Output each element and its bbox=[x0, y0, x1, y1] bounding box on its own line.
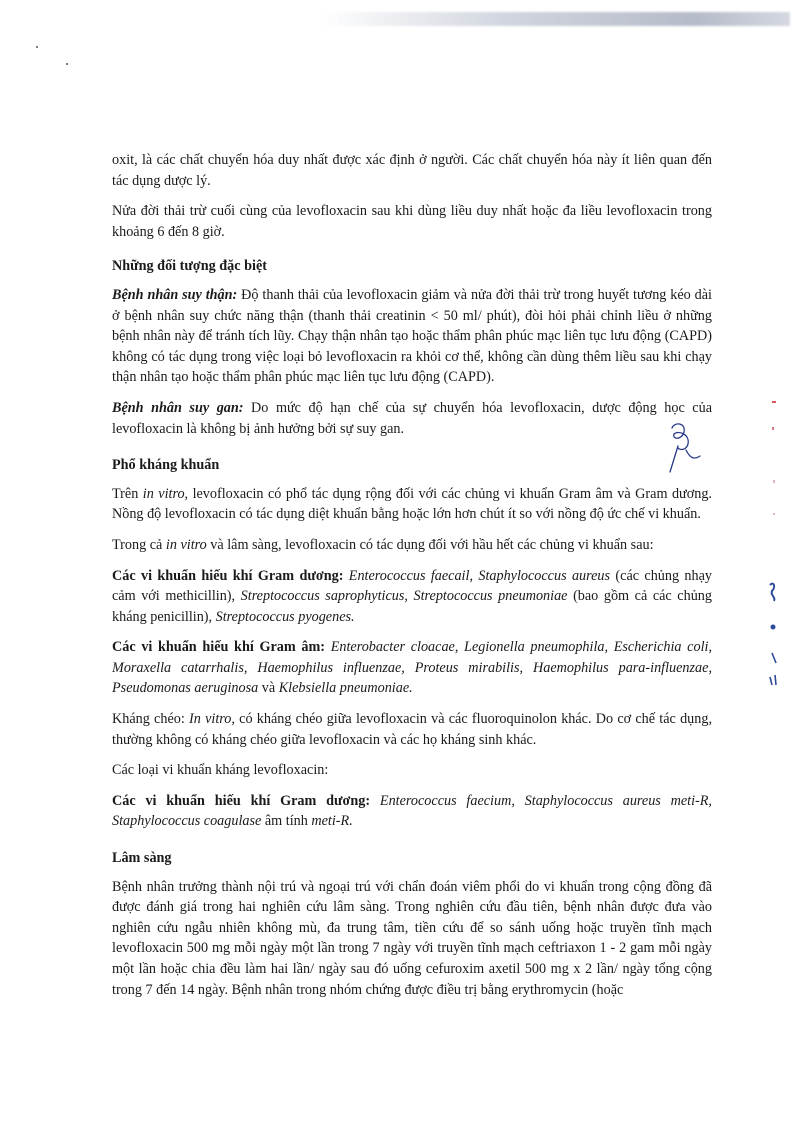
text-renal: Độ thanh thải của levofloxacin giảm và nửa đời thải trừ trong huyết tương kéo dài ở bệnh nhân suy chức năng thận (thanh thải creatinin < 50 ml/ phút), đòi hỏi phải chỉnh liều ở những bệnh nhân này để tránh tích lũy. Chạy thận nhân tạo hoặc thẩm phân phúc mạc liên tục lưu động (CAPD) không có tác dụng trong việc loại bỏ levofloxacin ra khỏi cơ thể, không cần dùng thêm liều sau khi chạy thận nhân tạo hoặc thẩm phân phúc mạc liên tục lưu động (CAPD). bbox=[112, 286, 712, 386]
scan-speck bbox=[36, 46, 38, 48]
paragraph-resistant-intro: Các loại vi khuẩn kháng levofloxacin: bbox=[112, 762, 329, 779]
label-resistant: Các vi khuẩn hiếu khí Gram dương: bbox=[112, 792, 371, 809]
text-italic: Streptococcus saprophyticus, Streptococcus pneumoniae bbox=[240, 588, 568, 605]
label-hepatic: Bệnh nhân suy gan: bbox=[112, 399, 244, 416]
text-italic: in vitro bbox=[165, 536, 207, 553]
paragraph-cross-resistance bbox=[112, 709, 712, 750]
text: (các chủng nhạy cảm với methicillin), bbox=[112, 567, 712, 605]
text-italic: In vitro, bbox=[189, 711, 235, 728]
document-page bbox=[112, 150, 712, 1010]
text-italic: Streptococcus pyogenes. bbox=[215, 608, 355, 625]
label-gram-negative: Các vi khuẩn hiếu khí Gram âm: bbox=[112, 639, 326, 656]
heading-clinical: Lâm sàng bbox=[112, 850, 172, 867]
text: , levofloxacin có phổ tác dụng rộng đối với các chủng vi khuẩn Gram âm và Gram dương. Nồng độ levofloxacin có tác dụng diệt khuẩn bằng hoặc lớn hơn chút ít so với nồng độ ức chế vi khuẩn. bbox=[112, 485, 712, 523]
scan-edge-shadow bbox=[320, 12, 790, 26]
label-gram-positive: Các vi khuẩn hiếu khí Gram dương: bbox=[112, 567, 344, 584]
text: có kháng chéo giữa levofloxacin và các fluoroquinolon khác. Do cơ chế tác dụng, thường không có kháng chéo giữa levofloxacin và các họ kháng sinh khác. bbox=[112, 711, 712, 748]
text: và lâm sàng, levofloxacin có tác dụng đối với hầu hết các chủng vi khuẩn sau: bbox=[206, 536, 654, 553]
paragraph-hepatic bbox=[112, 398, 712, 439]
paragraph-half-life: Nửa đời thải trừ cuối cùng của levofloxacin sau khi dùng liều duy nhất hoặc đa liều levofloxacin trong khoảng 6 đến 8 giờ. bbox=[112, 203, 712, 240]
text-italic: in vitro bbox=[142, 485, 185, 502]
text: Trong cả bbox=[112, 536, 166, 553]
text-italic: Enterococcus faecail, Staphylococcus aureus bbox=[343, 567, 611, 584]
paragraph-gram-positive bbox=[112, 566, 712, 628]
paragraph-clinical: Bệnh nhân trưởng thành nội trú và ngoại trú với chẩn đoán viêm phổi do vi khuẩn trong cộng đồng đã được đánh giá trong hai nghiên cứu lâm sàng. Trong nghiên cứu đầu tiên, bệnh nhân được đưa vào nghiên cứu ngẫu nhiên không mù, đa trung tâm, tiền cứu để so sánh uống hoặc truyền tĩnh mạch levofloxacin 500 mg mỗi ngày một lần trong 7 ngày với truyền tĩnh mạch ceftriaxon 1 - 2 gam mỗi ngày một lần hoặc chia đều làm hai lần/ ngày sau đó uống cefuroxim axetil 500 mg x 2 lần/ ngày tổng cộng trong 7 đến 14 ngày. Bệnh nhân trong nhóm chứng được điều trị bằng erythromycin (hoặc bbox=[112, 878, 712, 998]
handwritten-signature bbox=[664, 420, 704, 476]
text-italic: Enterococcus faecium, Staphylococcus aureus meti-R, Staphylococcus coagulase bbox=[112, 792, 712, 830]
scan-speck bbox=[66, 63, 68, 65]
text: âm tính bbox=[261, 813, 312, 830]
text: (bao gồm cả các chủng kháng penicillin), bbox=[112, 588, 712, 625]
paragraph-renal bbox=[112, 285, 712, 388]
text: và bbox=[258, 680, 279, 697]
text-italic: Klebsiella pneumoniae. bbox=[278, 680, 413, 697]
text: Kháng chéo: bbox=[112, 711, 190, 728]
paragraph-spectrum-1 bbox=[112, 484, 712, 525]
paragraph-metabolites: oxit, là các chất chuyển hóa duy nhất được xác định ở người. Các chất chuyển hóa này ít liên quan đến tác dụng dược lý. bbox=[112, 152, 712, 189]
heading-special-populations: Những đối tượng đặc biệt bbox=[112, 258, 267, 275]
text-hepatic: Do mức độ hạn chế của sự chuyển hóa levofloxacin, dược động học của levofloxacin là không bị ảnh hưởng bởi sự suy gan. bbox=[112, 399, 712, 437]
paragraph-gram-negative bbox=[112, 637, 712, 699]
paragraph-resistant-species bbox=[112, 791, 712, 832]
text-italic: meti-R. bbox=[311, 813, 353, 830]
text-italic: Enterobacter cloacae, Legionella pneumophila, Escherichia coli, Moraxella catarrhalis, Haemophilus influenzae, Proteus mirabilis, Haemophilus para-influenzae, Pseudomonas aeruginosa bbox=[112, 639, 712, 697]
label-renal: Bệnh nhân suy thận: bbox=[112, 286, 238, 303]
text: Trên bbox=[112, 485, 143, 502]
heading-spectrum: Phổ kháng khuẩn bbox=[112, 457, 220, 474]
margin-stamp-marks bbox=[760, 395, 790, 695]
paragraph-spectrum-2 bbox=[112, 535, 712, 556]
